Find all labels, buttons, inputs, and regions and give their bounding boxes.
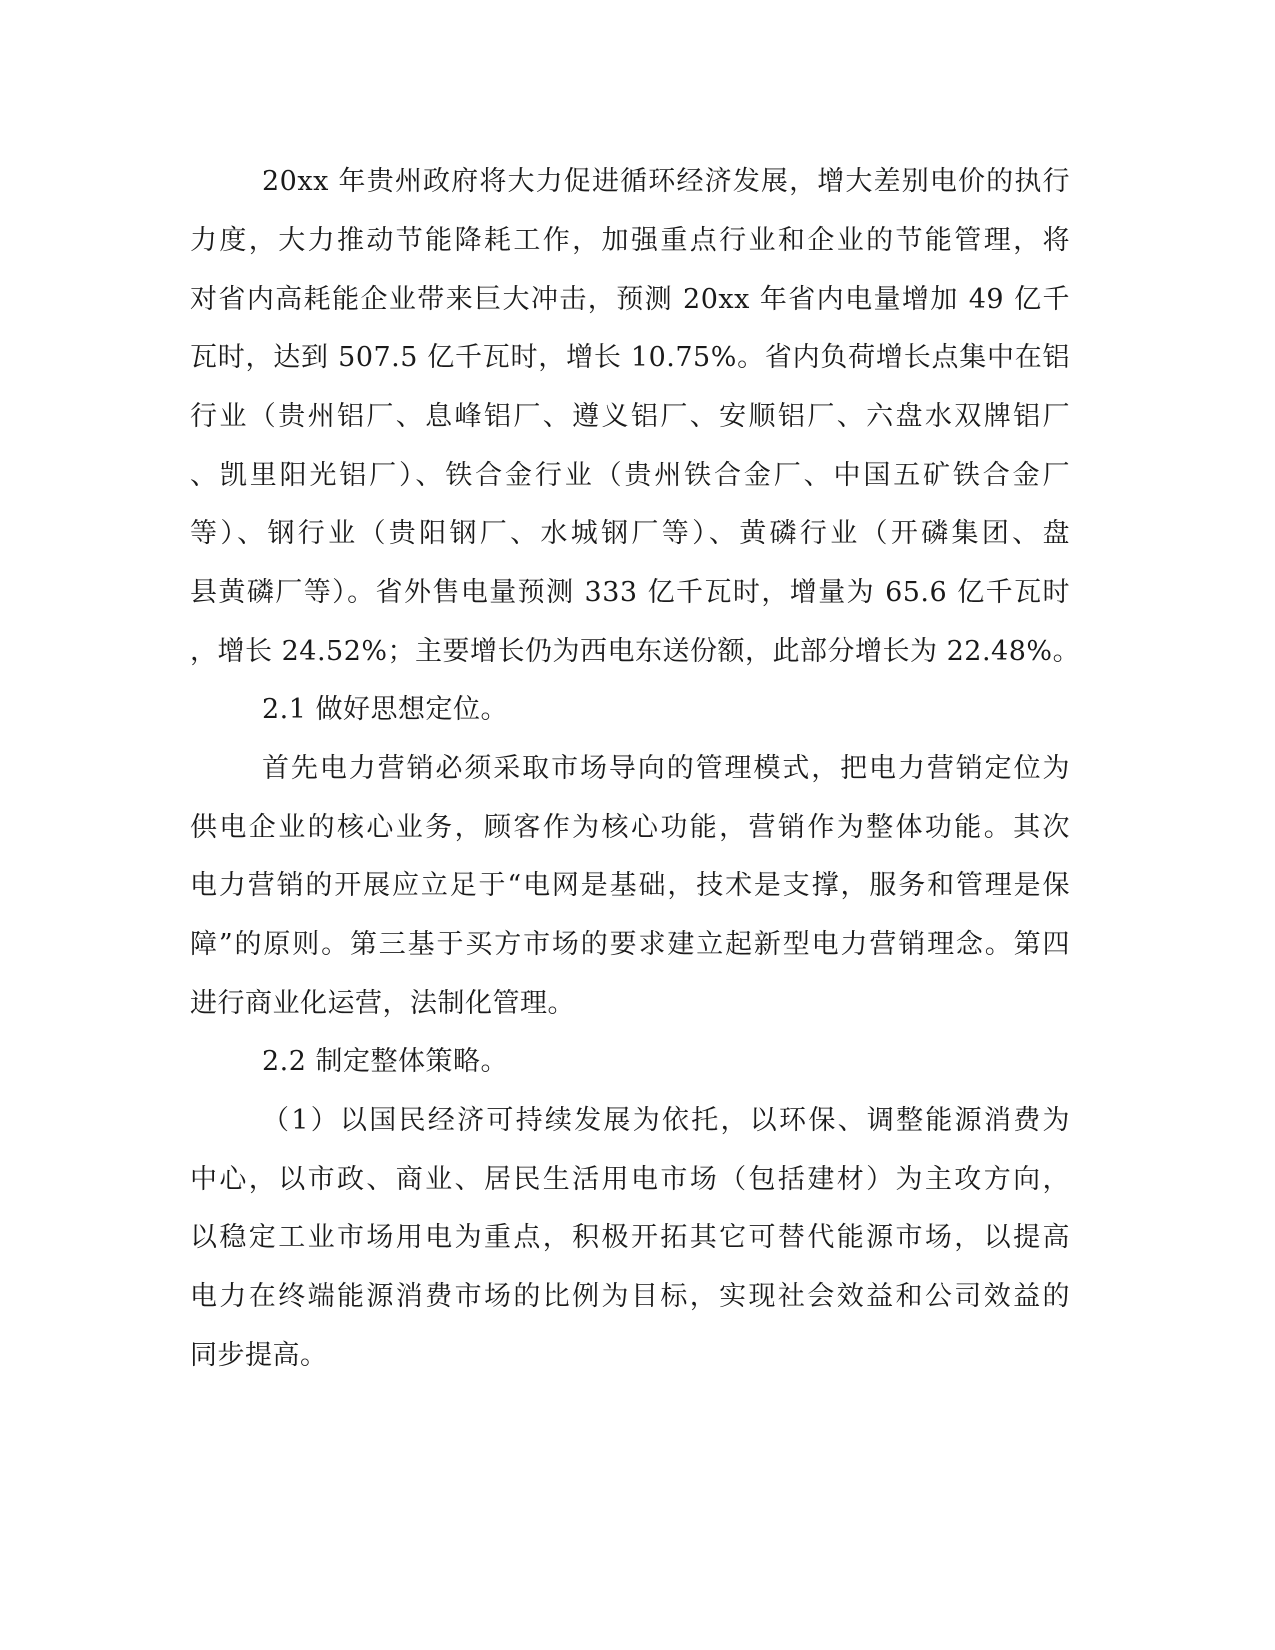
paragraph-1-line-9: ，增长 24.52%；主要增长仍为西电东送份额，此部分增长为 22.48%。 <box>190 636 1081 667</box>
section-heading-2-2: 2.2 制定整体策略。 <box>262 1046 509 1077</box>
paragraph-3-line-4: 电力在终端能源消费市场的比例为目标，实现社会效益和公司效益的 <box>190 1281 1070 1312</box>
paragraph-1-line-7: 等）、钢行业（贵阳钢厂、水城钢厂等）、黄磷行业（开磷集团、盘 <box>190 518 1070 549</box>
paragraph-1-line-6: 、凯里阳光铝厂）、铁合金行业（贵州铁合金厂、中国五矿铁合金厂 <box>190 460 1070 491</box>
paragraph-2-line-2: 供电企业的核心业务，顾客作为核心功能，营销作为整体功能。其次 <box>190 812 1070 843</box>
paragraph-1-line-1: 20xx 年贵州政府将大力促进循环经济发展，增大差别电价的执行 <box>262 166 1070 197</box>
paragraph-1-line-4: 瓦时，达到 507.5 亿千瓦时，增长 10.75%。省内负荷增长点集中在铝 <box>190 342 1070 373</box>
section-heading-2-1: 2.1 做好思想定位。 <box>262 694 509 725</box>
paragraph-1-line-5: 行业（贵州铝厂、息峰铝厂、遵义铝厂、安顺铝厂、六盘水双牌铝厂 <box>190 401 1070 432</box>
paragraph-2-line-4: 障”的原则。第三基于买方市场的要求建立起新型电力营销理念。第四 <box>190 929 1070 960</box>
paragraph-2-line-5: 进行商业化运营，法制化管理。 <box>190 988 575 1019</box>
paragraph-3-line-5: 同步提高。 <box>190 1340 328 1371</box>
paragraph-3-line-3: 以稳定工业市场用电为重点，积极开拓其它可替代能源市场，以提高 <box>190 1222 1070 1253</box>
paragraph-3-line-2: 中心，以市政、商业、居民生活用电市场（包括建材）为主攻方向， <box>190 1164 1070 1195</box>
paragraph-2-line-3: 电力营销的开展应立足于“电网是基础，技术是支撑，服务和管理是保 <box>190 870 1070 901</box>
paragraph-2-line-1: 首先电力营销必须采取市场导向的管理模式，把电力营销定位为 <box>262 753 1070 784</box>
paragraph-3-line-1: （1）以国民经济可持续发展为依托，以环保、调整能源消费为 <box>262 1105 1070 1136</box>
paragraph-1-line-2: 力度，大力推动节能降耗工作，加强重点行业和企业的节能管理，将 <box>190 225 1070 256</box>
paragraph-1-line-3: 对省内高耗能企业带来巨大冲击，预测 20xx 年省内电量增加 49 亿千 <box>190 284 1070 315</box>
paragraph-1-line-8: 县黄磷厂等）。省外售电量预测 333 亿千瓦时，增量为 65.6 亿千瓦时 <box>190 577 1070 608</box>
